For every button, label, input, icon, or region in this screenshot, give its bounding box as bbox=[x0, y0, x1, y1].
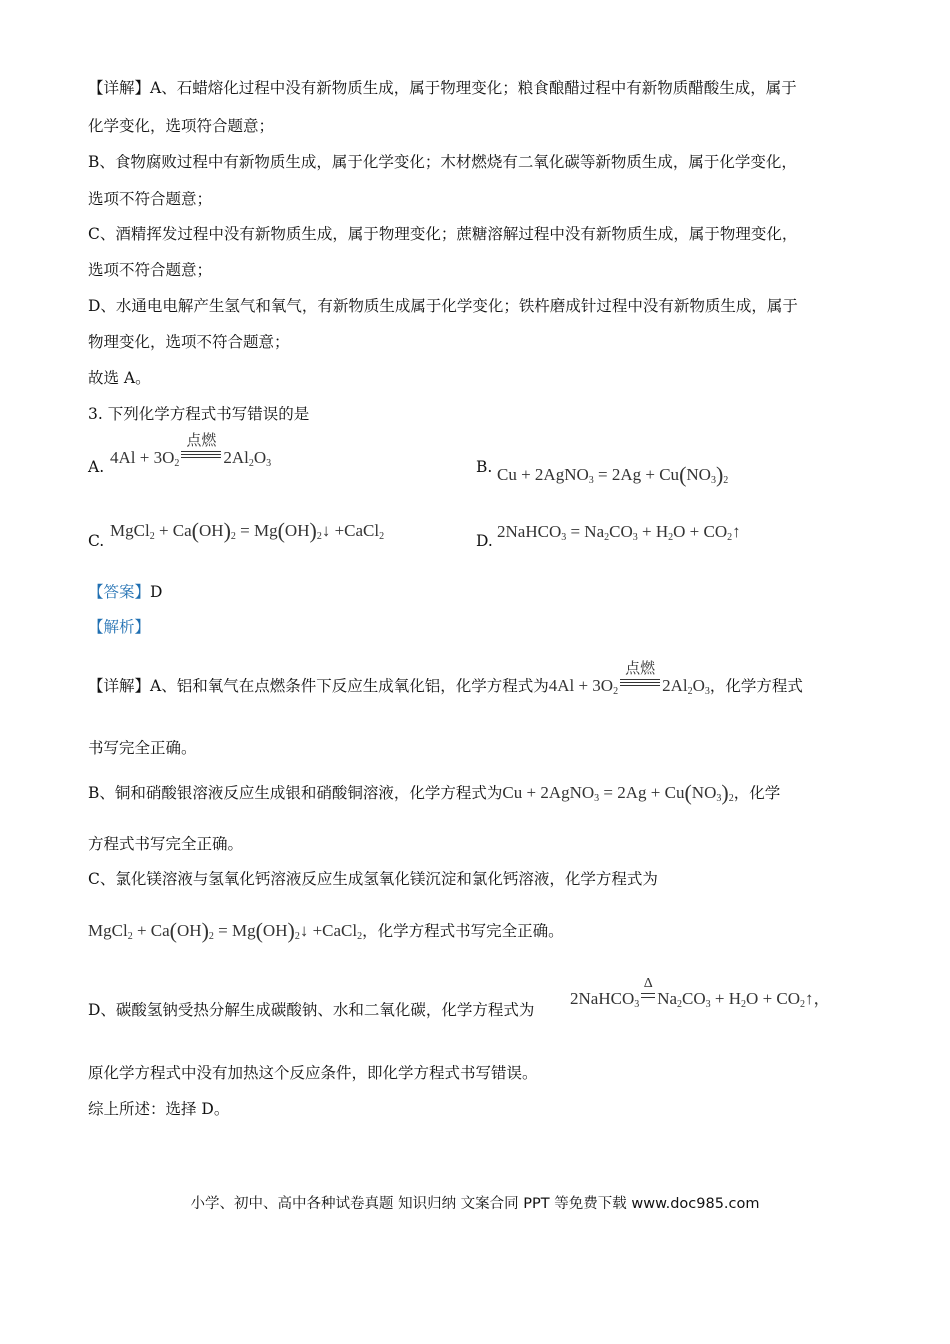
answer-tag: 【答案】 bbox=[88, 583, 151, 601]
detail-d-equation: 2NaHCO$_3$ Δ $Na_2CO_3 + H_2O$ + $CO_2↑$， bbox=[570, 976, 831, 1010]
detail-b-line bbox=[88, 780, 780, 806]
paragraph-detail-d: D、水通电电解产生氢气和氧气，有新物质生成属于化学变化；铁杵磨成针过程中没有新物质生成，属于 bbox=[88, 297, 798, 315]
detail-a-equation: $4Al + 3O_2$ 点燃 $2Al_2O_3$ bbox=[548, 659, 710, 697]
analysis-tag: 【解析】 bbox=[88, 618, 151, 636]
condition-ignite: 点燃 bbox=[181, 449, 221, 463]
detail-c-equation: MgCl$_2$ + $Ca(OH)_2$ = $Mg(OH)_2↓$ +CaCl$_2$ bbox=[88, 918, 363, 943]
detail-a-text: 【详解】A、铝和氧气在点燃条件下反应生成氧化铝，化学方程式为 bbox=[88, 677, 549, 695]
detail-a-cont: 书写完全正确。 bbox=[88, 739, 197, 757]
detail-a-line bbox=[88, 659, 803, 697]
option-d-equation: 2NaHCO$_3$ = $Na_2CO_3 + H_2O$ + $CO_2↑$ bbox=[497, 522, 741, 543]
question-3: 3. 下列化学方程式书写错误的是 bbox=[88, 405, 310, 423]
paragraph-detail-b-cont: 选项不符合题意； bbox=[88, 190, 213, 208]
detail-b-equation: Cu + 2AgNO$_3$ = $2Ag + Cu(NO_3)_2$ bbox=[502, 780, 734, 805]
option-c-label: C. bbox=[88, 532, 105, 550]
detail-d-text: D、碳酸氢钠受热分解生成碳酸钠、水和二氧化碳，化学方程式为 bbox=[88, 1001, 535, 1019]
answer-value: D bbox=[150, 583, 163, 601]
option-b-equation: Cu + 2AgNO$_3$ = $2Ag + Cu(NO_3)_2$ bbox=[497, 462, 729, 487]
option-b-label: B. bbox=[476, 458, 493, 476]
paragraph-detail-c: C、酒精挥发过程中没有新物质生成，属于物理变化；蔗糖溶解过程中没有新物质生成，属于物理变化， bbox=[88, 225, 798, 243]
answer-line bbox=[88, 580, 162, 602]
option-c-equation: MgCl$_2$ + $Ca(OH)_2$ = $Mg(OH)_2↓$ +CaCl$_2$ bbox=[110, 518, 385, 543]
detail-b-text: B、铜和硝酸银溶液反应生成银和硝酸铜溶液，化学方程式为 bbox=[88, 784, 503, 802]
option-a-label: A. bbox=[88, 458, 105, 476]
paragraph-detail-a: 【详解】A、石蜡熔化过程中没有新物质生成，属于物理变化；粮食酿醋过程中有新物质醋酸生成，属于 bbox=[88, 79, 797, 97]
detail-d-cont: 原化学方程式中没有加热这个反应条件，即化学方程式书写错误。 bbox=[88, 1064, 538, 1082]
footer-text: 小学、初中、高中各种试卷真题 知识归纳 文案合同 PPT 等免费下载 www.doc985.com bbox=[190, 1196, 760, 1212]
option-a-equation: $4Al + 3O_2$ 点燃 $2Al_2O_3$ bbox=[110, 431, 272, 469]
summary-line: 综上所述：选择 D。 bbox=[88, 1100, 230, 1118]
detail-c-text: C、氯化镁溶液与氢氧化钙溶液反应生成氢氧化镁沉淀和氯化钙溶液，化学方程式为 bbox=[88, 870, 658, 888]
paragraph-conclusion: 故选 A。 bbox=[88, 369, 151, 387]
detail-b-cont: 方程式书写完全正确。 bbox=[88, 835, 244, 853]
detail-d-post: ， bbox=[813, 989, 831, 1008]
paragraph-detail-c-cont: 选项不符合题意； bbox=[88, 261, 213, 279]
paragraph-detail-d-cont: 物理变化，选项不符合题意； bbox=[88, 333, 290, 351]
option-d-label: D. bbox=[476, 532, 493, 550]
detail-b-post: ，化学 bbox=[733, 784, 781, 802]
detail-c-post: ，化学方程式书写完全正确。 bbox=[362, 922, 564, 940]
detail-a-post: ，化学方程式 bbox=[709, 677, 803, 695]
paragraph-detail-b: B、食物腐败过程中有新物质生成，属于化学变化；木材燃烧有二氧化碳等新物质生成，属于化学变化， bbox=[88, 153, 797, 171]
paragraph-detail-a-cont: 化学变化，选项符合题意； bbox=[88, 117, 275, 135]
detail-c-line bbox=[88, 918, 564, 944]
